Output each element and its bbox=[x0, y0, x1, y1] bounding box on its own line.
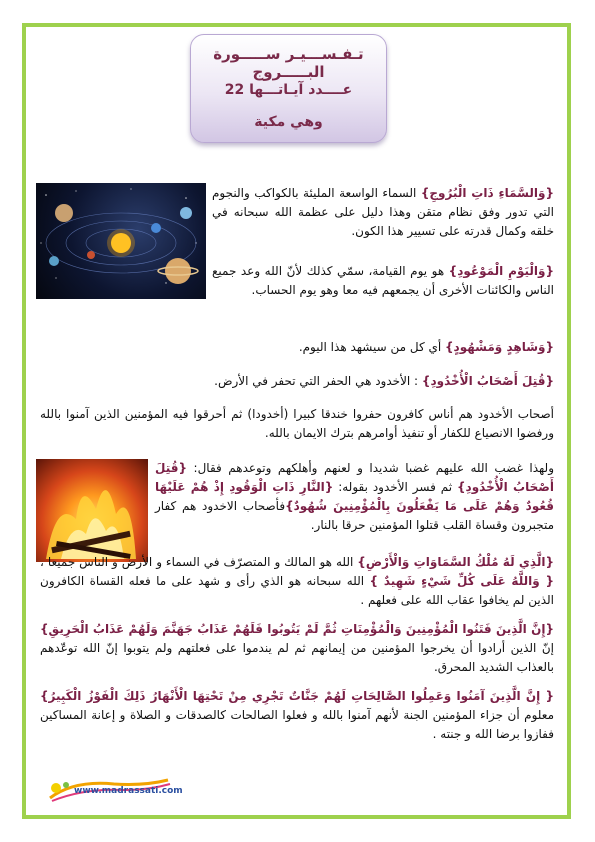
paragraph-2 bbox=[212, 262, 554, 300]
verse-text: {وَشَاهِدٍ وَمَشْهُودٍ} bbox=[445, 340, 554, 354]
explanation-text: الله سبحانه هو الذي رأى و شهد على ما فعله القساة الكافرون الذين لم يخافوا عقاب الله على فعلهم . bbox=[40, 574, 554, 607]
verse-text: {وَالْيَوْمِ الْمَوْعُودِ} bbox=[448, 264, 554, 278]
explanation-text: فأصحاب الاخدود هم كفار متجبرون وقساة القلب قتلوا المؤمنين حرقا بالنار. bbox=[155, 499, 554, 532]
fire-image bbox=[36, 459, 148, 562]
title-box bbox=[190, 34, 387, 143]
verse-text: {وَالسَّمَاءِ ذَاتِ الْبُرُوجِ} bbox=[420, 186, 554, 200]
paragraph-6 bbox=[155, 459, 554, 535]
paragraph-4 bbox=[40, 372, 554, 391]
verse-text: {قُتِلَ أَصْحَابُ الْأُخْدُودِ} bbox=[421, 374, 554, 388]
explanation-text: : الأخدود هي الحفر التي تحفر في الأرض. bbox=[214, 374, 422, 388]
madrassati-logo bbox=[44, 776, 183, 804]
connector-text: الله هو المالك و المتصرّف في السماء و الأرض و الناس جميعا ، bbox=[40, 555, 358, 569]
paragraph-9 bbox=[40, 687, 554, 744]
explanation-text: معلوم أن جزاء المؤمنين الجنة لأنهم آمنوا بالله و فعلوا الصالحات كالصدقات و الصلاة و إعانة المساكين ففازوا برضا الله و جنته . bbox=[40, 708, 554, 741]
explanation-text: إنّ الذين أرادوا أن يخرجوا المؤمنين من إيمانهم ثم لم يندموا على فعلتهم ولم يتوبوا إنّ الله توعّدهم بالعذاب الشديد المحرق. bbox=[40, 641, 554, 674]
verse-text: {إِنَّ الَّذِينَ فَتَنُوا الْمُؤْمِنِينَ وَالْمُؤْمِنَاتِ ثُمَّ لَمْ يَتُوبُوا فَلَهُمْ عَذَابُ جَهَنَّمَ وَلَهُمْ عَذَابُ الْحَرِيقِ} bbox=[40, 622, 554, 636]
paragraph-8 bbox=[40, 620, 554, 677]
paragraph-5 bbox=[40, 405, 554, 443]
explanation-text: أي كل من سيشهد هذا اليوم. bbox=[298, 340, 446, 354]
paragraph-7 bbox=[40, 553, 554, 610]
logo-text: www.madrassati.com bbox=[74, 786, 183, 796]
verse-text: {الَّذِي لَهُ مُلْكُ السَّمَاوَاتِ وَالْأَرْضِ} bbox=[357, 555, 554, 569]
surah-title: تـفـســـيـر ســـــورة البـــــروج bbox=[213, 45, 364, 81]
verse-text-2: { وَاللَّهُ عَلَى كُلِّ شَيْءٍ شَهِيدٌ } bbox=[369, 574, 554, 588]
verse-text: {قُتِلَ أَصْحَابُ الْأُخْدُودِ} bbox=[155, 461, 554, 494]
explanation-text: أصحاب الأخدود هم أناس كافرون حفروا خندقا كبيرا (أخدودا) ثم أحرقوا فيه المؤمنين الذين آمنوا بالله ورفضوا الانصياع للكفار أو تنفيذ أوامرهم بترك الايمان بالله. bbox=[40, 407, 554, 440]
paragraph-1 bbox=[212, 184, 554, 241]
surah-type: وهي مكية bbox=[254, 114, 323, 130]
verse-text-2: {النَّارِ ذَاتِ الْوَقُودِ إِذْ هُمْ عَلَيْهَا قُعُودٌ وَهُمْ عَلَى مَا يَفْعَلُونَ بِالْمُؤْمِنِينَ شُهُودٌ} bbox=[155, 480, 554, 513]
solar-system-image bbox=[36, 183, 206, 299]
paragraph-3 bbox=[40, 338, 554, 357]
explanation-text: السماء الواسعة المليئة بالكواكب والنجوم التي تدور وفق نظام متقن وهذا دليل على عظمة الله سبحانه في خلقه وكمال قدرته على تسيير هذا الكون. bbox=[212, 186, 554, 238]
connector-text: ثم فسر الأخدود بقوله: bbox=[333, 480, 457, 494]
explanation-text: هو يوم القيامة، سمّي كذلك لأنّ الله وعد جميع الناس والكائنات الأخرى أن يجمعهم فيه معا وهو يوم الحساب. bbox=[212, 264, 554, 297]
intro-text: ولهذا غضب الله عليهم غضبا شديدا و لعنهم وأهلكهم وتوعدهم فقال: bbox=[187, 461, 554, 475]
verse-count: عــــدد آيـاتـــها 22 bbox=[224, 82, 353, 98]
verse-text: { إِنَّ الَّذِينَ آمَنُوا وَعَمِلُوا الصَّالِحَاتِ لَهُمْ جَنَّاتٌ تَجْرِي مِنْ تَحْتِهَا الْأَنْهَارُ ذَلِكَ الْفَوْزُ الْكَبِيرُ} bbox=[40, 689, 554, 703]
